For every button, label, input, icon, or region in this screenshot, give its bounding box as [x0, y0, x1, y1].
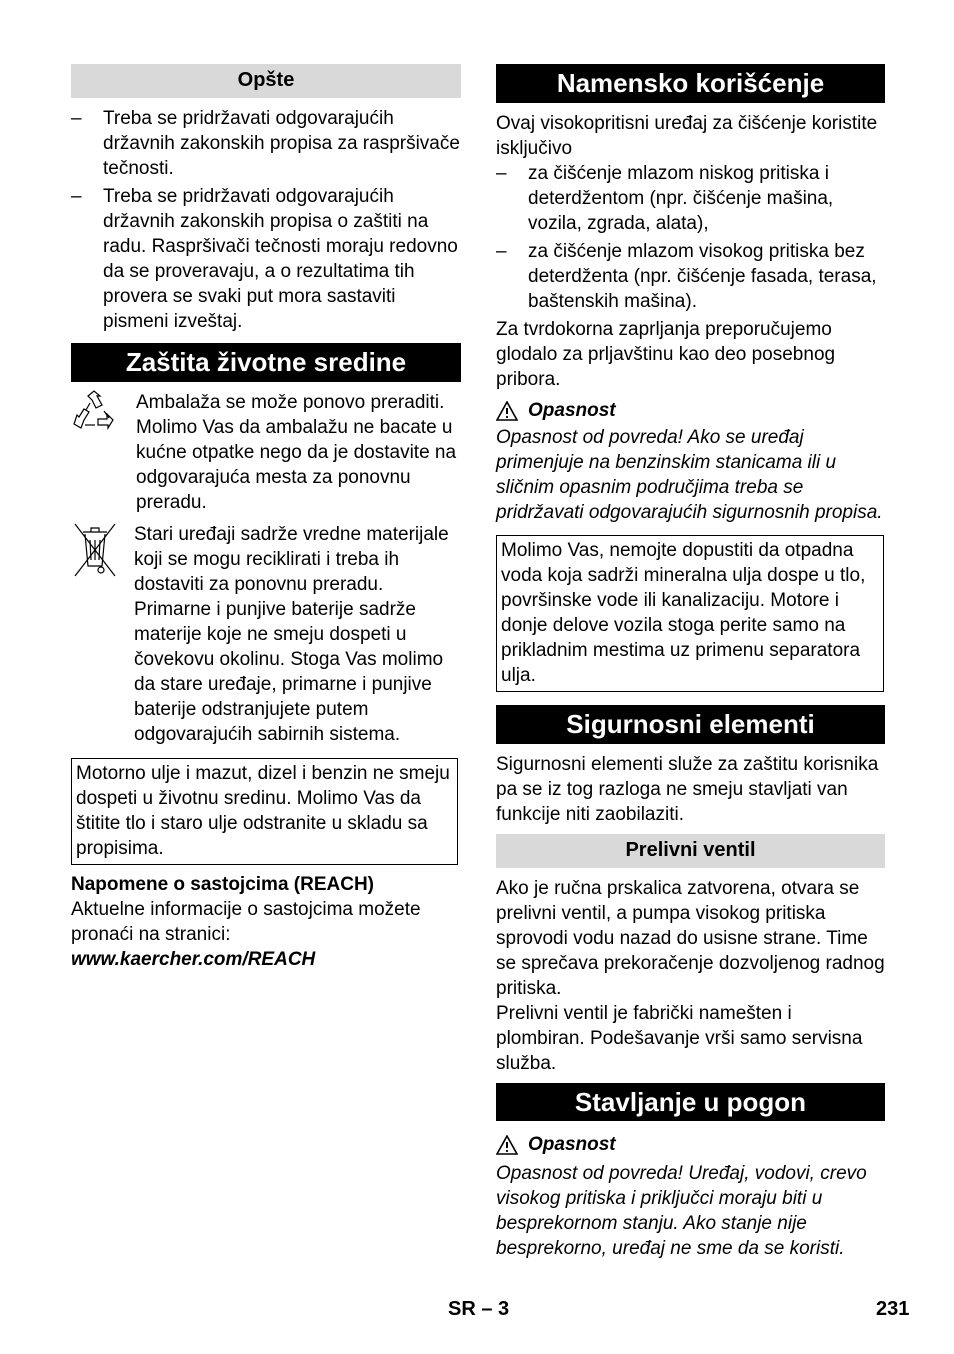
list-item: – za čišćenje mlazom niskog pritiska i deterdžentom (npr. čišćenje mašina, vozila, zgrada, alata),: [496, 163, 834, 234]
left-column: [71, 64, 461, 972]
safety-text: Sigurnosni elementi služe za zaštitu korisnika pa se iz tog razloga ne smeju stavljati van funkcije niti zaobilaziti.: [496, 754, 879, 825]
usage-text: Za tvrdokorna zaprljanja preporučujemo glodalo za prljavštinu kao deo posebnog pribora.: [496, 319, 836, 390]
opste-list: [71, 106, 461, 334]
recycle-text: Ambalaža se može ponovo preraditi. Molimo Vas da ambalažu ne bacate u kućne otpatke nego da je dostavite na odgovarajuća mesta za ponovnu preradu.: [136, 392, 457, 513]
warning-label-2: Opasnost: [496, 1132, 885, 1157]
oil-notice-box: Motorno ulje i mazut, dizel i benzin ne smeju dospeti u životnu sredinu. Molimo Vas da štitite tlo i staro ulje odstranite u skladu sa propisima.: [71, 758, 458, 865]
section-heading-valve: Prelivni ventil: [496, 834, 885, 868]
warning-text-1: Opasnost od povreda! Ako se uređaj primenjuje na benzinskim stanicama ili u sličnim opasnim područjima treba se pridržavati odgovarajućih sigurnosnih propisa.: [496, 427, 883, 523]
weee-note: [71, 522, 461, 747]
warning-triangle-icon: [496, 1135, 518, 1155]
waste-water-box: Molimo Vas, nemojte dopustiti da otpadna voda koja sadrži mineralna ulja dospe u tlo, površinske vode ili kanalizaciju. Motore i donje delove vozila stoga perite samo na prikladnim mestima uz primenu separatora ulja.: [496, 535, 884, 692]
usage-list: [496, 161, 885, 314]
reach-heading: Napomene o sastojcima (REACH): [71, 874, 375, 895]
right-column: [496, 64, 885, 1261]
warning-triangle-icon: [496, 401, 518, 421]
warning-text-2: Opasnost od povreda! Uređaj, vodovi, crevo visokog pritiska i priključci moraju biti u besprekornom stanju. Ako stanje nije besprekorno, uređaj ne sme da se koristi.: [496, 1163, 867, 1259]
valve-text-1: Ako je ručna prskalica zatvorena, otvara se prelivni ventil, a pumpa visokog pritiska sprovodi vodu nazad do usisne strane. Time se sprečava prekoračenje dozvoljenog radnog pritiska.: [496, 878, 885, 999]
recycle-icon: [71, 390, 136, 515]
reach-text: Aktuelne informacije o sastojcima možete pronaći na stranici:: [71, 899, 421, 945]
section-heading-startup: Stavljanje u pogon: [496, 1083, 885, 1121]
section-heading-safety: Sigurnosni elementi: [496, 705, 885, 744]
reach-link[interactable]: www.kaercher.com/REACH: [71, 949, 316, 970]
recycle-note: [71, 390, 461, 515]
weee-text: Stari uređaji sadrže vredne materijale koji se mogu reciklirati i treba ih dostaviti za ponovnu preradu. Primarne i punjive baterije sadrže materije koje ne smeju dospeti u čovekovu okolinu. Stoga Vas molimo da stare uređaje, primarne i punjive baterije odstranjujete putem odgovarajućih sabirnih sistema.: [134, 524, 449, 745]
footer-section: SR – 3: [448, 1298, 510, 1320]
warning-label-1: Opasnost: [496, 398, 885, 423]
list-item: – Treba se pridržavati odgovarajućih državnih zakonskih propisa za raspršivače tečnosti.: [71, 108, 460, 179]
valve-text-2: Prelivni ventil je fabrički namešten i plombiran. Podešavanje vrši samo servisna služba.: [496, 1003, 863, 1074]
section-heading-usage: Namensko korišćenje: [496, 64, 885, 103]
list-item: – za čišćenje mlazom visokog pritiska bez deterdženta (npr. čišćenje fasada, terasa, baštenskih mašina).: [496, 241, 877, 312]
page-number: 231: [876, 1298, 910, 1320]
section-heading-environment: Zaštita životne sredine: [71, 343, 461, 382]
crossed-bin-icon: [71, 522, 134, 747]
list-item: – Treba se pridržavati odgovarajućih državnih zakonskih propisa o zaštiti na radu. Raspršivači tečnosti moraju redovno da se proveravaju, a o rezultatima tih provera se svaki put mora sastaviti pismeni izveštaj.: [71, 186, 458, 332]
usage-intro: Ovaj visokopritisni uređaj za čišćenje koristite isključivo: [496, 113, 878, 159]
section-heading-opste: Opšte: [71, 64, 461, 98]
